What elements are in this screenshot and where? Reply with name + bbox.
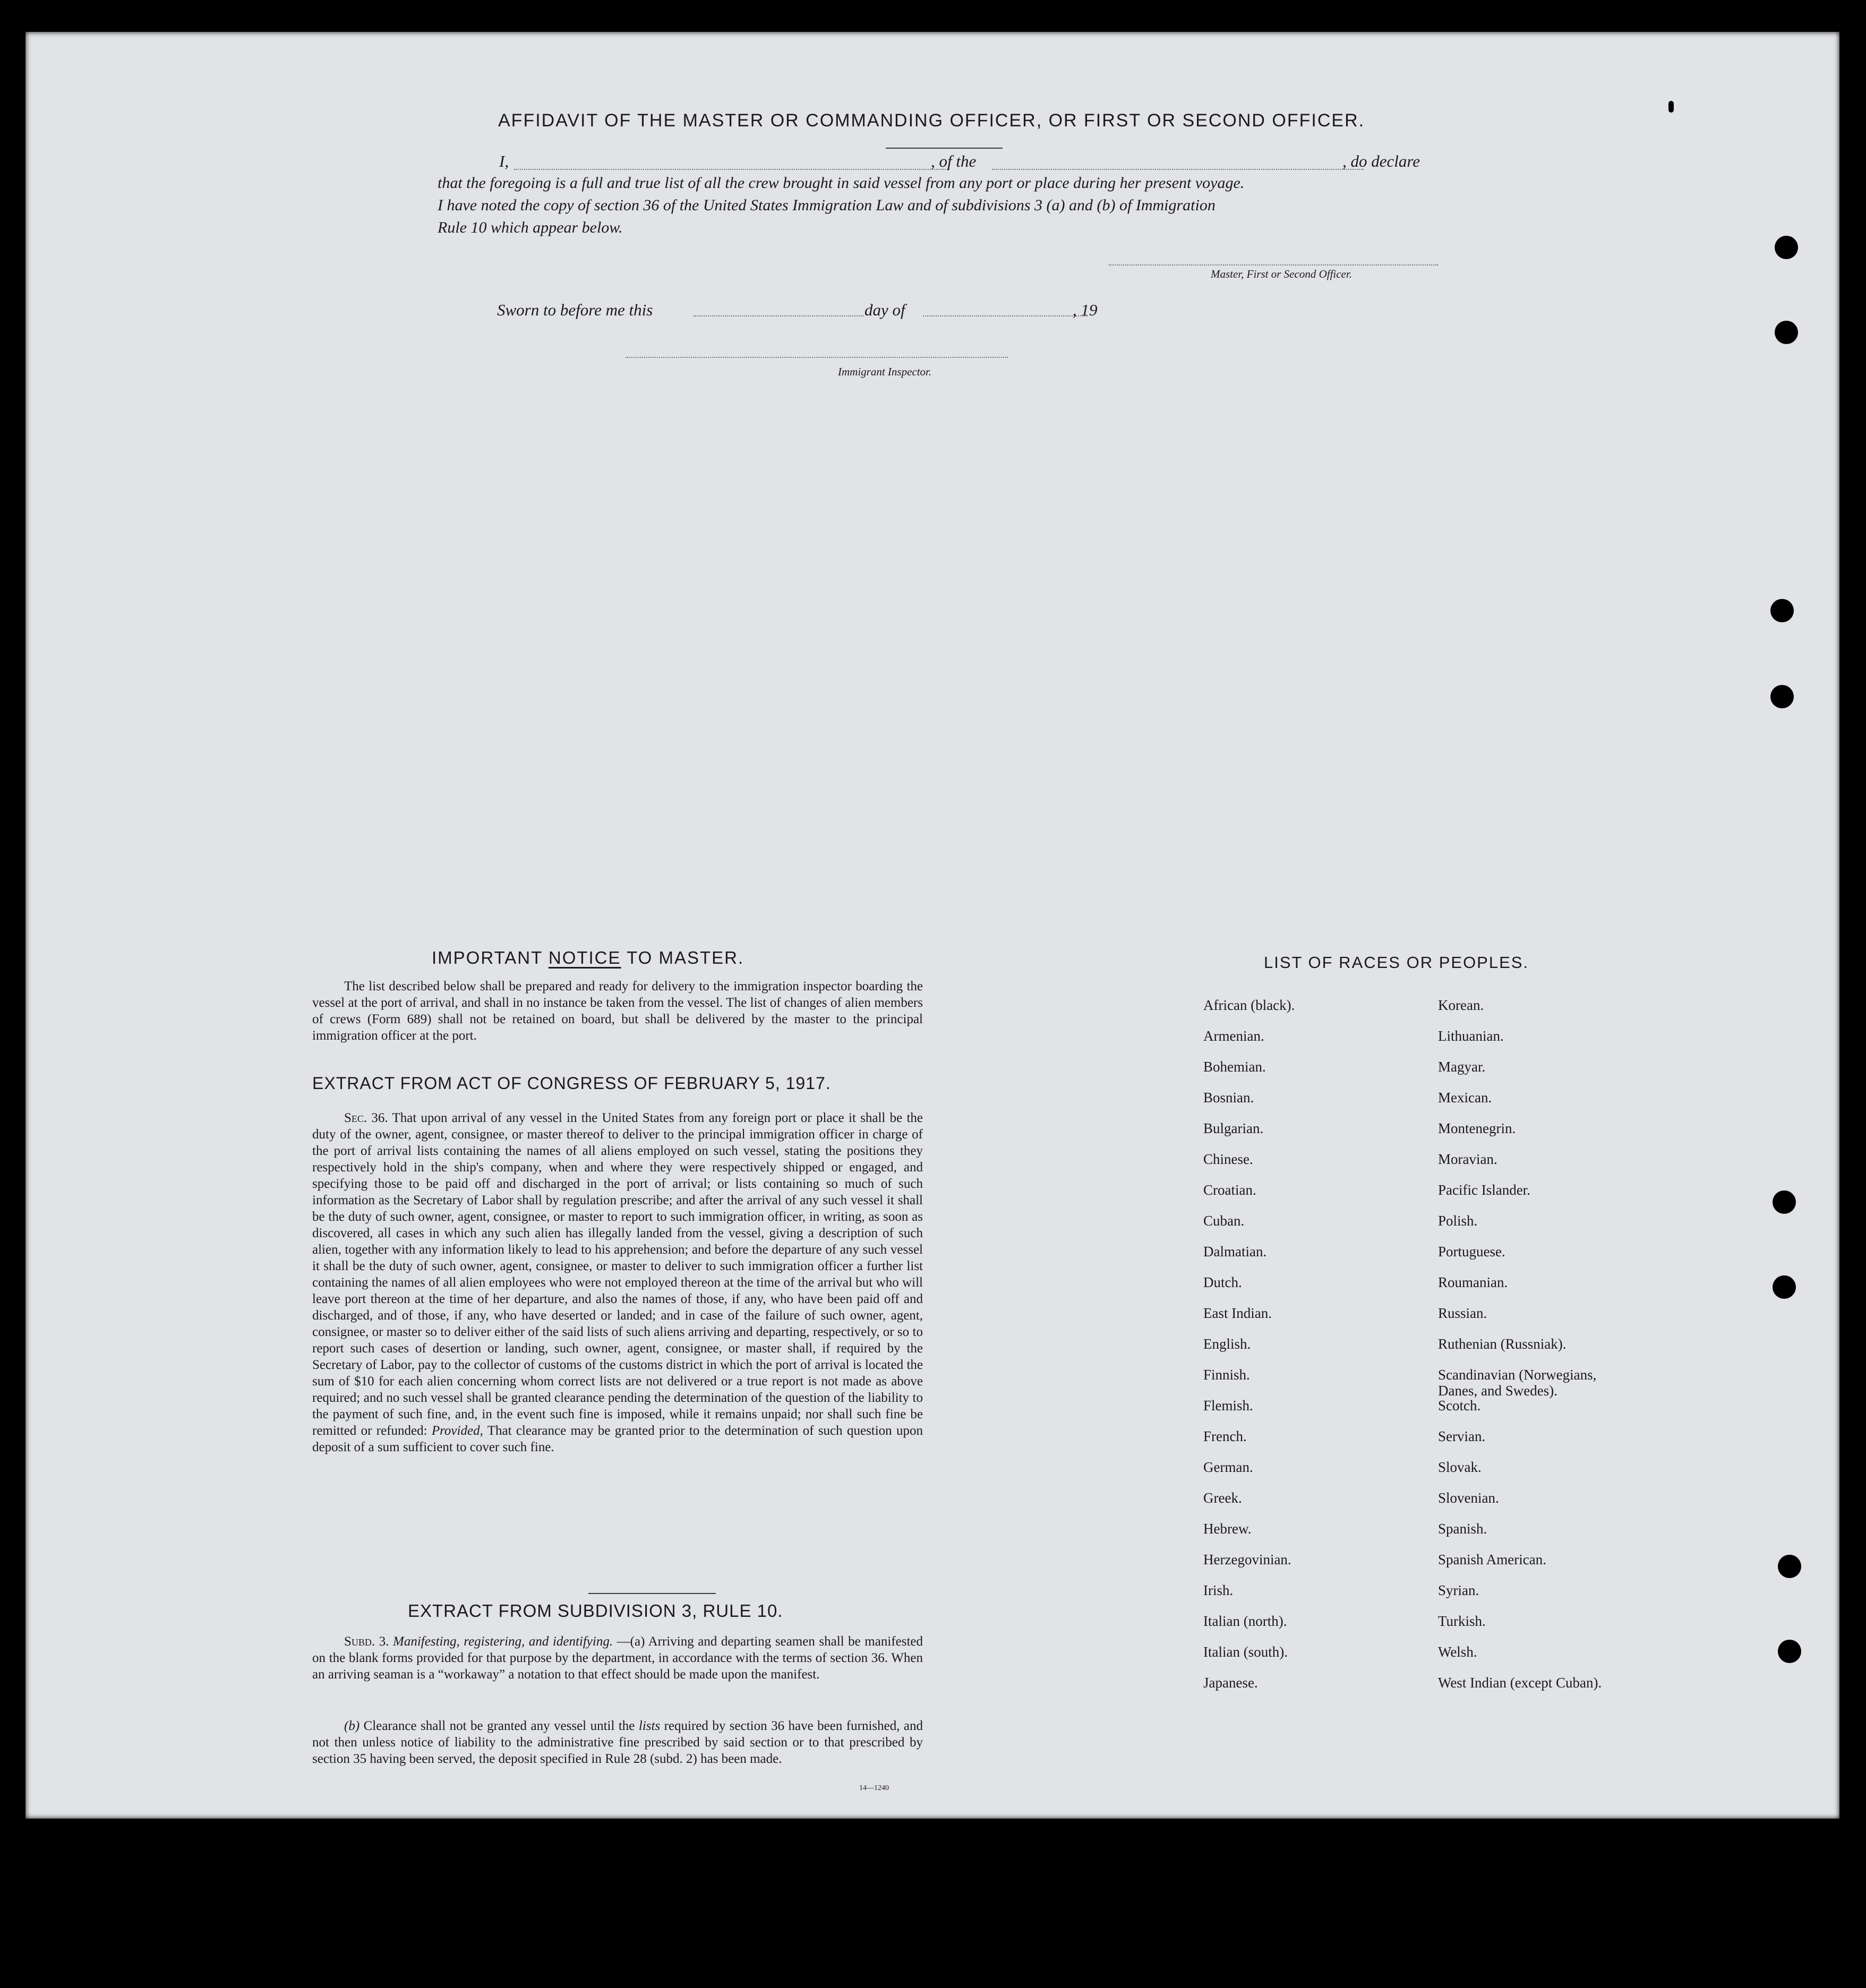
race-item: Ruthenian (Russniak). [1438,1336,1567,1352]
affidavit-line-3: I have noted the copy of section 36 of the United States Immigration Law and of subdivisions 3 (a) and (b) of Immigration [438,196,1216,214]
clause-b-text-2: required by section 36 have been furnished, and not then unless notice of liability to the administrative fine prescribed by said section or to that prescribed by section 35 having been served, the deposit specified in Rule 28 (subd. 2) has been made. [312,1719,923,1766]
notice-title-notice: NOTICE [548,948,621,967]
race-item: French. [1203,1428,1247,1444]
race-item: Hebrew. [1203,1521,1252,1537]
race-item: Portuguese. [1438,1244,1505,1259]
race-item: Spanish. [1438,1521,1487,1537]
signature-blank [1109,264,1438,265]
race-item: Scandinavian (Norwegians, Danes, and Swedes). [1438,1367,1597,1399]
race-item: Flemish. [1203,1398,1253,1413]
sworn-prefix: Sworn to before me this [497,301,653,319]
affidavit-line-1 [499,152,1471,171]
race-item: West Indian (except Cuban). [1438,1675,1602,1691]
affidavit-vessel-blank [992,169,1364,170]
race-item: Herzegovinian. [1203,1552,1291,1567]
form-number: 14—1240 [859,1784,889,1792]
affidavit-i: I, [499,152,509,170]
affidavit-title-rule [886,148,1003,149]
race-item: Servian. [1438,1428,1486,1444]
race-item: Greek. [1203,1490,1242,1506]
punch-hole [1778,1640,1801,1663]
inspector-caption: Immigrant Inspector. [838,365,932,378]
extract-rule-text-b [312,1718,923,1767]
race-item: Spanish American. [1438,1552,1546,1567]
section-text-end: That clearance may be granted prior to the determination of such question upon deposit of a sum sufficient to cover such fine. [312,1424,923,1454]
affidavit-title: AFFIDAVIT OF THE MASTER OR COMMANDING OFFICER, OR FIRST OR SECOND OFFICER. [498,110,1365,131]
race-item: East Indian. [1203,1305,1272,1321]
extract-act-text [312,1110,923,1455]
race-item: Korean. [1438,997,1484,1013]
subdivision-label: Subd. 3. [344,1634,389,1649]
extract-rule-title: EXTRACT FROM SUBDIVISION 3, RULE 10. [408,1601,783,1621]
subdivision-text-a: —(a) Arriving and departing seamen shall be manifested on the blank forms provided for that purpose by the department, in accordance with the terms of section 36. When an arriving seaman is a “workaway” a notation to that effect should be made upon the manifest. [312,1634,923,1682]
race-item: Chinese. [1203,1151,1253,1167]
punch-hole [1773,1275,1796,1299]
race-item: Bosnian. [1203,1090,1254,1106]
races-title: LIST OF RACES OR PEOPLES. [1264,953,1529,972]
race-item: Lithuanian. [1438,1028,1504,1044]
punch-hole [1770,685,1794,708]
race-item: Bohemian. [1203,1059,1266,1075]
provided-word: Provided, [431,1424,483,1438]
race-item: Pacific Islander. [1438,1182,1530,1198]
sworn-year: , 19 [1073,301,1098,319]
subdivision-heading: Manifesting, registering, and identifying. [393,1634,613,1649]
form-page [25,32,1839,1819]
race-item: Italian (south). [1203,1644,1288,1660]
race-item: Roumanian. [1438,1274,1508,1290]
extract-rule-text-a [312,1633,923,1683]
race-item: Armenian. [1203,1028,1264,1044]
section-text: That upon arrival of any vessel in the United States from any foreign port or place it shall be the duty of the owner, agent, consignee, or master thereof to deliver to the principal immigration officer in charge of the port of arrival lists containing the names of all aliens employed on such vessel, stating the positions they respectively hold in the ship's company, when and where they were respectively shipped or engaged, and specifying those to be paid off and discharged in the port of arrival; or lists containing so much of such information as the Secretary of Labor shall by regulation prescribe; and after the arrival of any such vessel it shall be the duty of such owner, agent, consignee, or master to report to such immigration officer, in writing, as soon as discovered, all cases in which any such alien has illegally landed from the vessel, giving a description of such alien, together with any information likely to lead to his apprehension; and before the departure of any such vessel it shall be the duty of such owner, agent, consignee, or master to deliver to such immigration officer a further list containing the names of all alien employees who were not employed thereon at the time of the arrival but who will leave port thereon at the time of her departure, and also the names of those, if any, who have been paid off and discharged, and of those, if any, who have deserted or landed; and in case of the failure of such owner, agent, consignee, or master so to deliver either of the said lists of such aliens arriving and departing, respectively, or so to report such cases of desertion or landing, such owner, agent, consignee, or master shall, if required by the Secretary of Labor, pay to the collector of customs of the customs district in which the port of arrival is located the sum of $10 for each alien concerning whom correct lists are not delivered or a true report is not made as above required; and no such vessel shall be granted clearance pending the determination of the question of the liability to the payment of such fine, and, in the event such fine is imposed, while it remains unpaid; nor shall such fine be remitted or refunded: [312,1111,923,1438]
race-item: Italian (north). [1203,1613,1287,1629]
inspector-blank [626,357,1008,358]
race-item: Slovak. [1438,1459,1482,1475]
sworn-day-blank [694,315,863,316]
race-item: Slovenian. [1438,1490,1499,1506]
extract-divider [588,1593,716,1594]
race-item: Croatian. [1203,1182,1256,1198]
affidavit-line-2: that the foregoing is a full and true list of all the crew brought in said vessel from any port or place during her present voyage. [438,174,1245,192]
race-item: Japanese. [1203,1675,1258,1691]
race-item: Scotch. [1438,1398,1481,1413]
races-left-column [1203,997,1295,1706]
race-item: English. [1203,1336,1251,1352]
race-item: Dalmatian. [1203,1244,1267,1259]
race-item: Cuban. [1203,1213,1245,1229]
ink-speck [1668,101,1674,113]
affidavit-of-the: , of the [931,152,977,170]
race-item: Bulgarian. [1203,1120,1264,1136]
affidavit-name-blank [514,169,949,170]
punch-hole [1773,1190,1796,1214]
race-item: German. [1203,1459,1253,1475]
notice-title [432,948,744,968]
signature-caption: Master, First or Second Officer. [1211,268,1352,280]
race-item: Magyar. [1438,1059,1486,1075]
race-item: Moravian. [1438,1151,1497,1167]
punch-hole [1770,599,1794,622]
race-item: Syrian. [1438,1582,1479,1598]
punch-hole [1775,236,1798,259]
clause-b-text-1: Clearance shall not be granted any vessel until the [363,1719,635,1733]
section-label: Sec. 36. [344,1111,388,1125]
race-item: Turkish. [1438,1613,1486,1629]
sworn-month-blank [923,315,1088,316]
notice-title-rest: TO MASTER. [627,948,744,967]
race-item: African (black). [1203,997,1295,1013]
sworn-day-of: day of [864,301,905,319]
affidavit-line-4: Rule 10 which appear below. [438,219,623,236]
race-item: Montenegrin. [1438,1120,1516,1136]
punch-hole [1778,1555,1801,1578]
race-item: Welsh. [1438,1644,1477,1660]
notice-title-important: IMPORTANT [432,948,543,967]
race-item: Finnish. [1203,1367,1250,1383]
affidavit-do-declare: , do declare [1342,152,1420,170]
race-item: Mexican. [1438,1090,1492,1106]
notice-text: The list described below shall be prepared and ready for delivery to the immigration inspector boarding the vessel at the port of arrival, and shall in no instance be taken from the vessel. The list of changes of alien members of crews (Form 689) shall not be retained on board, but shall be delivered by the master to the principal immigration officer at the port. [312,979,923,1043]
lists-word: lists [638,1719,661,1733]
race-item: Polish. [1438,1213,1478,1229]
clause-b-label: (b) [344,1719,360,1733]
race-item: Russian. [1438,1305,1487,1321]
punch-hole [1775,321,1798,344]
race-item: Dutch. [1203,1274,1242,1290]
race-item: Irish. [1203,1582,1234,1598]
extract-act-title: EXTRACT FROM ACT OF CONGRESS OF FEBRUARY 5, 1917. [312,1074,831,1093]
races-right-column [1438,997,1602,1706]
